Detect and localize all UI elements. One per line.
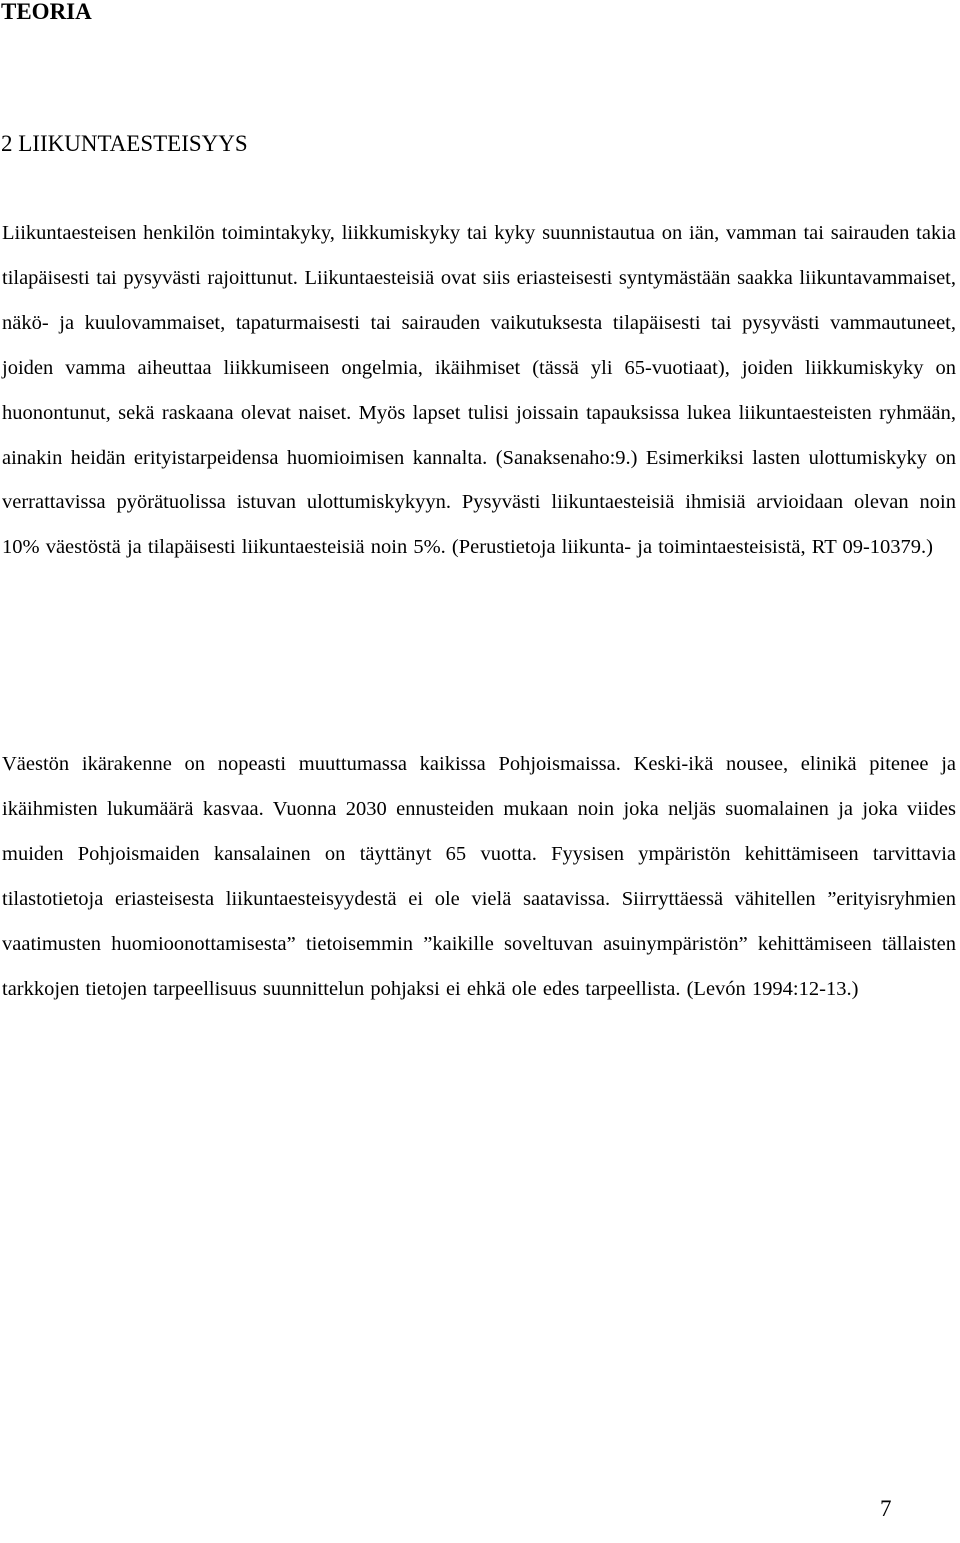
page-number: 7 bbox=[880, 1496, 892, 1521]
body-paragraph-2: Väestön ikärakenne on nopeasti muuttumassa kaikissa Pohjoismaissa. Keski-ikä nousee, elinikä pitenee ja ikäihmisten lukumäärä kasvaa. Vuonna 2030 ennusteiden mukaan noin joka neljäs suomalainen ja joka viides muiden Pohjoismaiden kansalainen on täyttänyt 65 vuotta. Fyysisen ympäristön kehittämiseen tarvittavia tilastotietoja eriasteisesta liikuntaesteisyydestä ei ole vielä saatavissa. Siirryttäessä vähitellen ”erityisryhmien vaatimusten huomioonottamisesta” tietoisemmin ”kaikille soveltuvan asuinympäristön” kehittämiseen tällaisten tarkkojen tietojen tarpeellisuus suunnittelun pohjaksi ei ehkä ole edes tarpeellista. (Levón 1994:12-13.) bbox=[2, 753, 956, 1000]
section-title: 2 LIIKUNTAESTEISYYS bbox=[1, 131, 248, 156]
body-paragraph-1: Liikuntaesteisen henkilön toimintakyky, liikkumiskyky tai kyky suunnistautua on iän, vamman tai sairauden takia tilapäisesti tai pysyvästi rajoittunut. Liikuntaesteisiä ovat siis eriasteisesti syntymästään saakka liikuntavammaiset, näkö- ja kuulovammaiset, tapaturmaisesti tai sairauden vaikutuksesta tilapäisesti tai pysyvästi vammautuneet, joiden vamma aiheuttaa liikkumiseen ongelmia, ikäihmiset (tässä yli 65-vuotiaat), joiden liikkumiskyky on huonontunut, sekä raskaana olevat naiset. Myös lapset tulisi joissain tapauksissa lukea liikuntaesteisten ryhmään, ainakin heidän erityistarpeidensa huomioimisen kannalta. (Sanaksenaho:9.) Esimerkiksi lasten ulottumiskyky on verrattavissa pyörätuolissa istuvan ulottumiskykyyn. Pysyvästi liikuntaesteisiä ihmisiä arvioidaan olevan noin 10% väestöstä ja tilapäisesti liikuntaesteisiä noin 5%. (Perustietoja liikunta- ja toimintaesteisistä, RT 09-10379.) bbox=[2, 222, 956, 559]
document-header: TEORIA bbox=[1, 0, 92, 24]
